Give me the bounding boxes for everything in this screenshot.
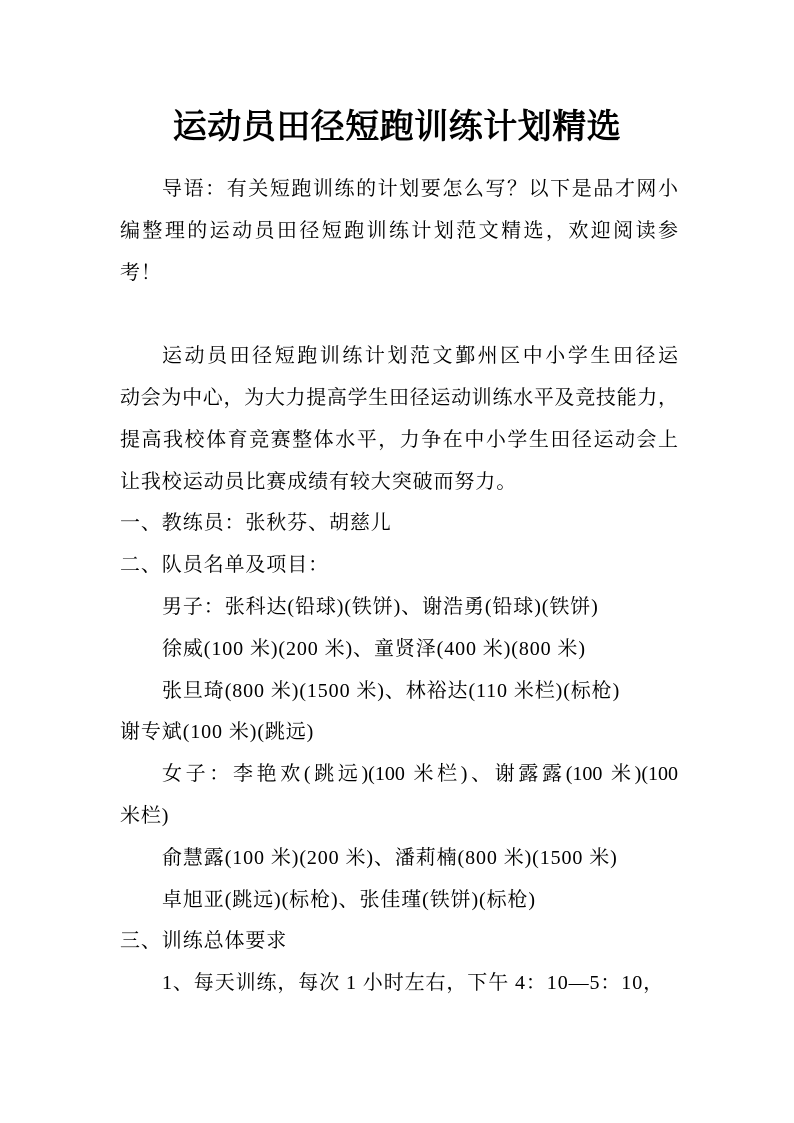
preface-line: 运动员田径短跑训练计划范文鄞州区中小学生田径运	[162, 345, 678, 368]
section-requirements	[120, 921, 678, 1005]
roster-line: 张旦琦(800 米)(1500 米)、林裕达(110 米栏)(标枪)	[162, 679, 621, 702]
preface-paragraph	[120, 336, 678, 503]
section-roster	[120, 545, 678, 921]
document-body	[120, 169, 678, 1005]
section-heading-roster: 二、队员名单及项目：	[120, 554, 329, 577]
preface-line: 让我校运动员比赛成绩有较大突破而努力。	[120, 470, 518, 493]
intro-paragraph	[120, 169, 678, 294]
document-title: 运动员田径短跑训练计划精选	[172, 109, 622, 146]
requirement-line: 1、每天训练，每次 1 小时左右，下午 4：10—5：10，	[162, 972, 664, 995]
preface-line: 动会为中心，为大力提高学生田径运动训练水平及竞技能力，	[120, 386, 678, 409]
roster-line: 卓旭亚(跳远)(标枪)、张佳瑾(铁饼)(标枪)	[162, 888, 536, 911]
preface-line: 提高我校体育竞赛整体水平，力争在中小学生田径运动会上	[120, 428, 678, 451]
roster-line: 俞慧露(100 米)(200 米)、潘莉楠(800 米)(1500 米)	[162, 846, 618, 869]
intro-line: 编整理的运动员田径短跑训练计划范文精选，欢迎阅读参	[120, 219, 678, 242]
roster-line: 徐威(100 米)(200 米)、童贤泽(400 米)(800 米)	[162, 637, 586, 660]
paragraph-spacer	[120, 294, 678, 336]
intro-line: 导语：有关短跑训练的计划要怎么写？以下是品才网小	[162, 178, 678, 200]
section-heading-coaches: 一、教练员：张秋芬、胡慈儿	[120, 512, 392, 535]
roster-line: 谢专斌(100 米)(跳远)	[120, 721, 315, 744]
roster-line: 男子：张科达(铅球)(铁饼)、谢浩勇(铅球)(铁饼)	[162, 595, 599, 618]
roster-line: 米栏)	[120, 804, 170, 827]
roster-line: 女子：李艳欢(跳远)(100 米栏)、谢露露(100 米)(100	[162, 763, 678, 786]
section-heading-requirements: 三、训练总体要求	[120, 930, 288, 953]
intro-line: 考！	[120, 261, 162, 284]
